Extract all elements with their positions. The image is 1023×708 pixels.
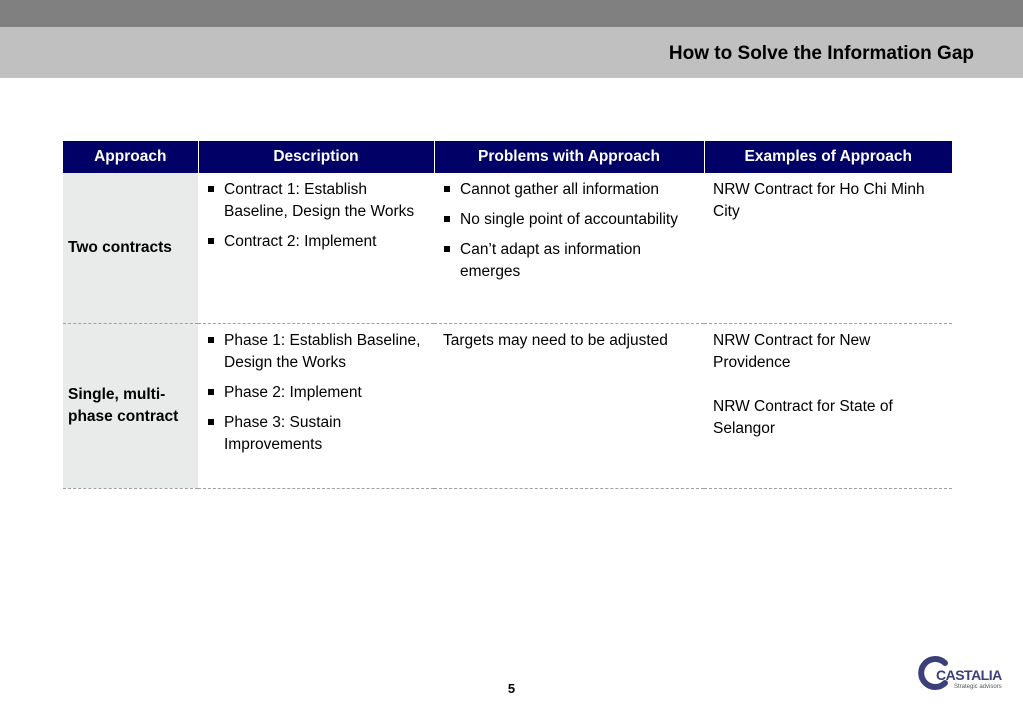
page-number: 5 [507,681,516,696]
list-item-text: Cannot gather all information [460,181,660,198]
list-item [207,179,425,223]
approach-table [63,141,952,489]
bullet-icon [208,419,214,425]
logo-wordmark: CASTALIA [936,667,1002,683]
list-item [207,330,425,374]
bullet-icon [208,186,214,192]
example-text: NRW Contract for Ho Chi Minh City [713,181,925,220]
list-item [443,179,695,201]
description-list [207,179,425,253]
problems-text: Targets may need to be adjusted [443,331,668,349]
list-item-text: Phase 2: Implement [224,383,362,401]
list-item-text: Can’t adapt as information emerges [460,241,641,280]
column-header-description: Description [198,141,434,173]
description-cell [198,173,434,323]
list-item [207,412,425,456]
list-item-text: Contract 1: Establish Baseline, Design the Works [224,181,415,220]
bullet-icon [444,216,450,222]
castalia-logo [918,656,1000,694]
top-bar [0,0,1023,27]
table-row [63,173,952,323]
examples-cell [704,323,952,488]
logo-tagline: Strategic advisors [954,684,1002,690]
list-item [443,209,695,231]
description-list [207,330,425,456]
list-item-text: No single point of accountability [460,211,678,228]
title-bar [0,27,1023,78]
problems-cell [434,323,704,488]
description-cell [198,323,434,488]
example-text: NRW Contract for State of Selangor [713,397,893,437]
bullet-icon [208,238,214,244]
approach-cell: Two contracts [63,173,198,323]
problems-cell [434,173,704,323]
table-row [63,323,952,488]
list-item-text: Phase 3: Sustain Improvements [224,413,342,453]
bullet-icon [208,337,214,343]
examples-cell [704,173,952,323]
list-item [207,231,425,253]
table-header-row [63,141,952,173]
list-item-text: Contract 2: Implement [224,233,377,250]
bullet-icon [208,389,214,395]
column-header-examples: Examples of Approach [704,141,952,173]
list-item [443,239,695,283]
column-header-approach: Approach [63,141,198,173]
column-header-problems: Problems with Approach [434,141,704,173]
bullet-icon [444,246,450,252]
bullet-icon [444,186,450,192]
list-item-text: Phase 1: Establish Baseline, Design the Works [224,331,421,371]
example-text: NRW Contract for New Providence [713,331,871,371]
approach-cell: Single, multi-phase contract [63,323,198,488]
problems-list [443,179,695,283]
list-item [207,382,425,404]
page-title: How to Solve the Information Gap [668,43,974,64]
